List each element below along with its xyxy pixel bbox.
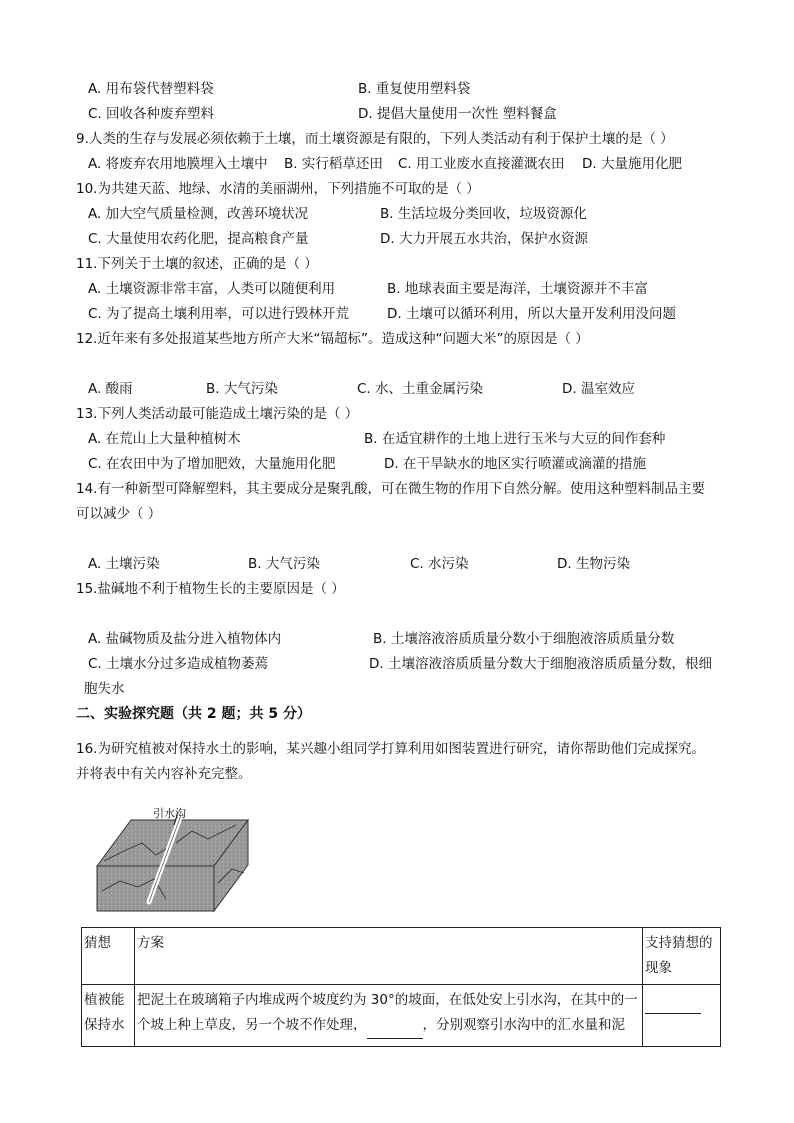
q12-option-c: C. 水、土重金属污染	[357, 381, 484, 397]
table-row	[82, 985, 721, 1047]
plan-answer-blank[interactable]	[367, 1013, 423, 1039]
q13-option-a: A. 在荒山上大量种植树木	[88, 431, 241, 447]
cell-phenomenon	[643, 985, 721, 1047]
q10-option-c: C. 大量使用农药化肥，提高粮食产量	[88, 231, 309, 247]
figure-label-drainage-channel: 引水沟	[153, 807, 186, 820]
q10-option-a: A. 加大空气质量检测，改善环境状况	[88, 206, 309, 222]
q15-option-b: B. 土壤溶液溶质质量分数小于细胞液溶质质量分数	[373, 631, 675, 647]
q14-option-b: B. 大气污染	[248, 556, 320, 572]
q12-option-d: D. 温室效应	[562, 381, 635, 397]
q14-option-c: C. 水污染	[410, 556, 469, 572]
q9-option-b: B. 实行稻草还田	[284, 156, 383, 172]
q15-option-c: C. 土壤水分过多造成植物萎蔫	[88, 656, 269, 672]
cell-plan	[135, 985, 643, 1047]
plan-text-part-1: 把泥土在玻璃箱子内堆成两个坡度约为 30°的坡面，在低处安上引水沟，在其中的一个坡上种上草皮，另一个坡不作处理，	[137, 992, 638, 1033]
q15-option-d-line-1: D. 土壤溶液溶质质量分数大于细胞液溶质质量分数，根细	[369, 656, 712, 672]
q12-option-b: B. 大气污染	[206, 381, 278, 397]
q12-stem: 12.近年来有多处报道某些地方所产大米“镉超标”。造成这种“问题大米”的原因是（ ）	[76, 331, 589, 347]
q14-stem-line-2: 可以减少（ ）	[76, 506, 162, 522]
plan-text-part-2: ，分别观察引水沟中的汇水量和泥	[422, 1017, 625, 1033]
q8-option-c: C. 回收各种废弃塑料	[88, 106, 215, 122]
table-header-row	[82, 928, 721, 985]
header-phenomenon: 支持猜想的现象	[643, 928, 721, 985]
q9-stem: 9.人类的生存与发展必须依赖于土壤，而土壤资源是有限的，下列人类活动有利于保护土壤的是（ ）	[76, 131, 674, 147]
q16-stem-line-1: 16.为研究植被对保持水土的影响，某兴趣小组同学打算利用如图装置进行研究，请你帮助他们完成探究。	[76, 741, 705, 757]
q10-stem: 10.为共建天蓝、地绿、水清的美丽湖州，下列措施不可取的是（ ）	[76, 181, 480, 197]
q14-option-d: D. 生物污染	[557, 556, 630, 572]
q11-option-c: C. 为了提高土壤利用率，可以进行毁林开荒	[88, 306, 350, 322]
q15-option-d-line-2: 胞失水	[84, 681, 125, 697]
q9-option-a: A. 将废弃农用地膜埋入土壤中	[88, 156, 268, 172]
q10-option-b: B. 生活垃圾分类回收，垃圾资源化	[380, 206, 587, 222]
q13-option-d: D. 在干旱缺水的地区实行喷灌或滴灌的措施	[384, 456, 646, 472]
q15-stem: 15.盐碱地不利于植物生长的主要原因是（ ）	[76, 581, 345, 597]
q14-option-a: A. 土壤污染	[88, 556, 160, 572]
q9-option-c: C. 用工业废水直接灌溉农田	[398, 156, 565, 172]
q11-option-b: B. 地球表面主要是海洋，土壤资源并不丰富	[387, 281, 648, 297]
q11-option-a: A. 土壤资源非常丰富，人类可以随便利用	[88, 281, 336, 297]
q10-option-d: D. 大力开展五水共治，保护水资源	[380, 231, 588, 247]
phenomenon-answer-blank[interactable]	[645, 988, 701, 1014]
header-plan: 方案	[135, 928, 643, 985]
q8-option-d: D. 提倡大量使用一次性 塑料餐盒	[358, 106, 557, 122]
section-2-heading: 二、实验探究题（共 2 题；共 5 分）	[76, 706, 311, 722]
experiment-table	[81, 927, 721, 1047]
q9-option-d: D. 大量施用化肥	[582, 156, 682, 172]
q11-stem: 11.下列关于土壤的叙述，正确的是（ ）	[76, 256, 318, 272]
cell-hypothesis: 植被能保持水	[82, 985, 135, 1047]
q16-stem-line-2: 并将表中有关内容补充完整。	[76, 766, 252, 782]
q13-option-c: C. 在农田中为了增加肥效，大量施用化肥	[88, 456, 336, 472]
header-hypothesis: 猜想	[82, 928, 135, 985]
q13-option-b: B. 在适宜耕作的土地上进行玉米与大豆的间作套种	[364, 431, 666, 447]
q14-stem-line-1: 14.有一种新型可降解塑料，其主要成分是聚乳酸，可在微生物的作用下自然分解。使用这种塑料制品主要	[76, 481, 705, 497]
q11-option-d: D. 土壤可以循环利用，所以大量开发利用没问题	[387, 306, 676, 322]
q8-option-b: B. 重复使用塑料袋	[358, 81, 471, 97]
q13-stem: 13.下列人类活动最可能造成土壤污染的是（ ）	[76, 406, 359, 422]
q15-option-a: A. 盐碱物质及盐分进入植物体内	[88, 631, 282, 647]
q8-option-a: A. 用布袋代替塑料袋	[88, 81, 214, 97]
q12-option-a: A. 酸雨	[88, 381, 133, 397]
